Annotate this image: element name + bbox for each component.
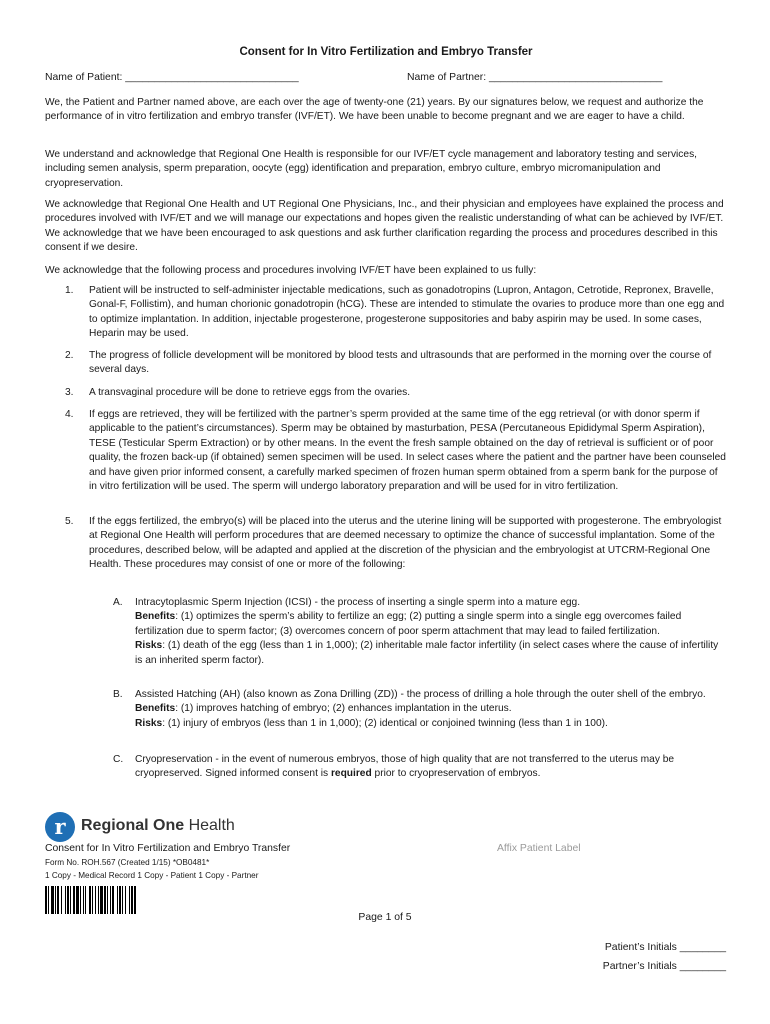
sub-text (135, 688, 727, 731)
sub-text (135, 596, 727, 668)
barcode-bar (98, 886, 99, 914)
sub-letter: C. (113, 754, 124, 765)
list-text: Patient will be instructed to self-administer injectable medications, such as gonadotropins (Lupron, Antagon, Cetrotide, Repronex, Bravelle, Gonal-F, Follistim), and human chorionic gonadotropin (hCG). These are intended to stimulate the ovaries to produce more than one egg and to optimize implantation. In addition, injectable progesterone, progesterone suppositories and baby aspirin may be used. In some cases, Heparin may be used. (89, 285, 725, 340)
page-number: Page 1 of 5 (358, 912, 412, 923)
barcode-bar (67, 886, 69, 914)
sub-letter: B. (113, 689, 123, 700)
barcode-bar (89, 886, 91, 914)
barcode-bar (51, 886, 54, 914)
acknowledgement-paragraph: We acknowledge that Regional One Health and UT Regional One Physicians, Inc., and their physician and employees have explained the process and procedures involved with IVF/ET and we will manage our expectations and hopes given the realistic understanding of what can be achieved by IVF/ET. We acknowledge that we have been encouraged to ask questions and ask further clarification regarding the process and procedures described in this consent if we desire. (45, 199, 724, 254)
partner-name-field[interactable]: Name of Partner: ______________________________ (407, 72, 663, 83)
logo-mark-icon: r (45, 812, 75, 842)
barcode-bar (125, 886, 126, 914)
sub-letter: A. (113, 597, 123, 608)
benefits-label: Benefits (135, 703, 176, 715)
document-title: Consent for In Vitro Fertilization and Embryo Transfer (239, 46, 533, 58)
sub-description: Cryopreservation - in the event of numerous embryos, those of high quality that are not transferred to the uterus may be cryopreserved. Signed informed consent is (135, 754, 675, 780)
risks-label: Risks (135, 717, 163, 729)
benefits-label: Benefits (135, 611, 176, 623)
list-number: 2. (65, 350, 74, 361)
risks-text: : (1) death of the egg (less than 1 in 1,000); (2) inheritable male factor infertility (in select cases where the cause of infertility is an inherited sperm factor). (135, 640, 719, 666)
logo-wordmark (81, 817, 235, 835)
list-number: 1. (65, 285, 74, 296)
barcode-bar (110, 886, 111, 914)
sub-description: Assisted Hatching (AH) (also known as Zona Drilling (ZD)) - the process of drilling a hole through the outer shell of the embryo. (135, 689, 706, 700)
barcode-bar (70, 886, 71, 914)
risks-label: Risks (135, 640, 163, 652)
barcode-icon (45, 886, 173, 914)
benefits-text: : (1) improves hatching of embryo; (2) enhances implantation in the uterus. (175, 703, 512, 715)
barcode-bar (61, 886, 62, 914)
barcode-bar (129, 886, 130, 914)
barcode-bar (112, 886, 114, 914)
barcode-bar (100, 886, 103, 914)
list-text: If eggs are retrieved, they will be fertilized with the partner’s sperm provided at the same time of the egg retrieval (or with donor sperm if applicable to the patient’s circumstances). Sperm may be obtained by masturbation, PESA (Percutaneous Epididymal Sperm Aspiration), TESE (Testicular Sperm Extraction) or by other means. In the event the fresh sample obtained on the day of retrieval is sufficient or of poor quality, the frozen back-up (if obtained) semen specimen will be used. In select cases where the patient and the partner have been counseled and have given prior informed consent, a carefully marked specimen of frozen human sperm obtained from a sperm bank for the purpose of in vitro fertilization will be used. The sperm will undergo laboratory preparation and will be used for in vitro fertilization. (89, 409, 726, 493)
barcode-bar (45, 886, 47, 914)
barcode-bar (104, 886, 106, 914)
barcode-bar (131, 886, 133, 914)
barcode-bar (117, 886, 118, 914)
partner-initials-field[interactable]: Partner’s Initials ________ (602, 961, 726, 972)
barcode-bar (95, 886, 96, 914)
responsibility-paragraph: We understand and acknowledge that Regional One Health is responsible for our IVF/ET cycle management and laboratory testing and services, including semen analysis, sperm preparation, oocyte (egg) identification and preparation, embryo culture, embryo micromanipulation and cryopreservation. (45, 149, 697, 189)
sub-description: Intracytoplasmic Sperm Injection (ICSI) - the process of inserting a single sperm into a mature egg. (135, 597, 581, 608)
procedures-intro: We acknowledge that the following process and procedures involving IVF/ET have been explained to us fully: (45, 265, 537, 276)
affix-patient-label: Affix Patient Label (497, 843, 581, 854)
barcode-bar (65, 886, 66, 914)
patient-name-field[interactable]: Name of Patient: ______________________________ (45, 72, 299, 83)
form-number: Form No. ROH.567 (Created 1/15) *OB0481* (45, 858, 210, 867)
sub-description-end: prior to cryopreservation of embryos. (371, 768, 541, 780)
logo-wordmark-rest: Health (184, 817, 235, 834)
benefits-text: : (1) optimizes the sperm’s ability to fertilize an egg; (2) putting a single sperm into a single egg overcomes failed fertilization due to sperm factor; (3) overcomes concern of poor sperm attachment that may lead to failed fertilization. (135, 611, 682, 637)
barcode-bar (48, 886, 49, 914)
intro-paragraph: We, the Patient and Partner named above, are each over the age of twenty-one (21) years. By our signatures below, we request and authorize the performance of in vitro fertilization and embryo transfer (IVF/ET). We have been unable to become pregnant and we are eager to have a child. (45, 97, 704, 123)
copy-distribution: 1 Copy - Medical Record 1 Copy - Patient 1 Copy - Partner (45, 871, 259, 880)
barcode-bar (119, 886, 121, 914)
barcode-bar (55, 886, 56, 914)
list-text: A transvaginal procedure will be done to retrieve eggs from the ovaries. (89, 387, 411, 398)
barcode-bar (80, 886, 81, 914)
list-number: 5. (65, 516, 74, 527)
sub-text (135, 753, 727, 782)
barcode-bar (92, 886, 93, 914)
required-emphasis: required (330, 768, 372, 780)
barcode-bar (83, 886, 84, 914)
footer-form-title: Consent for In Vitro Fertilization and Embryo Transfer (45, 843, 291, 854)
logo-wordmark-bold: Regional One (81, 817, 185, 834)
list-number: 4. (65, 409, 74, 420)
barcode-bar (85, 886, 86, 914)
barcode-bar (73, 886, 75, 914)
risks-text: : (1) injury of embryos (less than 1 in 1,000); (2) identical or conjoined twinning (less than 1 in 100). (162, 717, 608, 729)
barcode-bar (107, 886, 108, 914)
barcode-bar (76, 886, 79, 914)
list-number: 3. (65, 387, 74, 398)
list-text: If the eggs fertilized, the embryo(s) will be placed into the uterus and the uterine lining will be supported with progesterone. The embryologist at Regional One Health will perform procedures that are deemed necessary to optimize the chance of successful implantation. Some of the procedures, described below, will be adapted and applied at the discretion of the physician and the embryologist at UTCRM-Regional One Health. These procedures may consist of one or more of the following: (89, 516, 722, 571)
barcode-bar (134, 886, 136, 914)
barcode-bar (57, 886, 59, 914)
barcode-bar (122, 886, 123, 914)
list-text: The progress of follicle development will be monitored by blood tests and ultrasounds that are performed in the morning over the course of several days. (89, 350, 712, 376)
patient-initials-field[interactable]: Patient’s Initials ________ (604, 942, 726, 953)
